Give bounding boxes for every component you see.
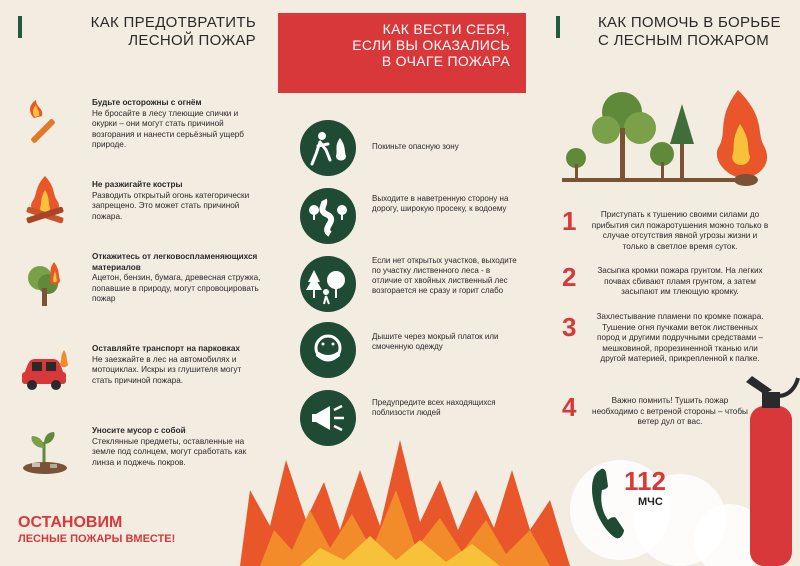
tip-no-campfires: Не разжигайте костры Разводить открытый огонь категорически запрещено. Это может стать причиной пожара. [92,180,250,221]
slogan: ОСТАНОВИМ ЛЕСНЫЕ ПОЖАРЫ ВМЕСТЕ! [18,514,176,545]
run-away-icon [300,120,356,176]
burning-tree-icon [18,258,72,312]
campfire-icon [18,172,72,226]
tip-take-trash: Уносите мусор с собой Стеклянные предметы, оставленные на земле под солнцем, могут сработать как линза и поджечь покров. [92,426,247,467]
tip-parking: Оставляйте транспорт на парковках Не заезжайте в лес на автомобилях и мотоциклах. Искры из глушителя могут стать причиной пожара. [92,344,242,385]
match-icon [18,96,72,150]
advice-warn-people: Предупредите всех находящихся поблизости людей [372,398,496,417]
road-icon [300,188,356,244]
fire-extinguisher-illustration [742,372,800,566]
phone-icon [590,468,626,540]
left-header-title: КАК ПРЕДОТВРАТИТЬ ЛЕСНОЙ ПОЖАР [90,14,256,49]
tip-flammable-materials: Откажитесь от легковоспламеняющихся материалов Ацетон, бензин, бумага, древесная стружка, попавшие в природу, могут спровоцировать пожар [92,252,261,303]
step-text-3: Захлестывание пламени по кромке пожара. Тушение огня пучками веток лиственных пород и другими подручными средствами – мешковиной, прорезиненной тканью или другой материей, прикрепленной к палке. [596,312,764,363]
advice-deciduous: Если нет открытых участков, выходите по участку лиственного леса - в отличие от хвойных лиственный лес возгорается не сразу и горит слабо [372,256,517,295]
advice-leave-zone: Покиньте опасную зону [372,142,459,151]
step-text-1: Приступать к тушению своими силами до прибытия сил пожаротушения можно только в случае отсутствия явной угрозы жизни и только в светлое время суток. [591,210,769,251]
step-text-2: Засыпка кромки пожара грунтом. На легких почвах сбивают пламя грунтом, а затем засыпают им тлеющую кромку. [597,266,763,296]
step-number-1: 1 [562,206,577,236]
center-header-title: КАК ВЕСТИ СЕБЯ, ЕСЛИ ВЫ ОКАЗАЛИСЬ В ОЧАГЕ ПОЖАРА [278,13,526,93]
emergency-number: 112 [624,466,666,496]
step-number-3: 3 [562,312,577,342]
right-header-bar [556,16,560,38]
advice-windward: Выходите в наветренную сторону на дорогу, широкую просеку, к водоему [372,194,509,213]
step-number-4: 4 [562,392,577,422]
tip-careful-fire: Будьте осторожны с огнём Не бросайте в лесу тлеющие спички и окурки – они могут стать причиной возгорания и нанести серьёзный ущерб природе. [92,98,244,149]
forest-fire-illustration [562,84,784,188]
mask-icon [300,322,356,378]
emergency-agency: МЧС [638,496,663,508]
step-text-4: Важно помнить! Тушить пожар необходимо с ветреной стороны – чтобы ветер дул от вас. [592,396,748,426]
left-header-bar [18,16,22,38]
sprout-trash-icon [18,426,72,480]
car-fire-icon [18,342,72,396]
flames-illustration [240,430,570,566]
step-number-2: 2 [562,262,577,292]
advice-wet-cloth: Дышите через мокрый платок или смоченную одежду [372,332,499,351]
right-header-title: КАК ПОМОЧЬ В БОРЬБЕ С ЛЕСНЫМ ПОЖАРОМ [598,14,781,49]
deciduous-forest-icon [300,256,356,312]
